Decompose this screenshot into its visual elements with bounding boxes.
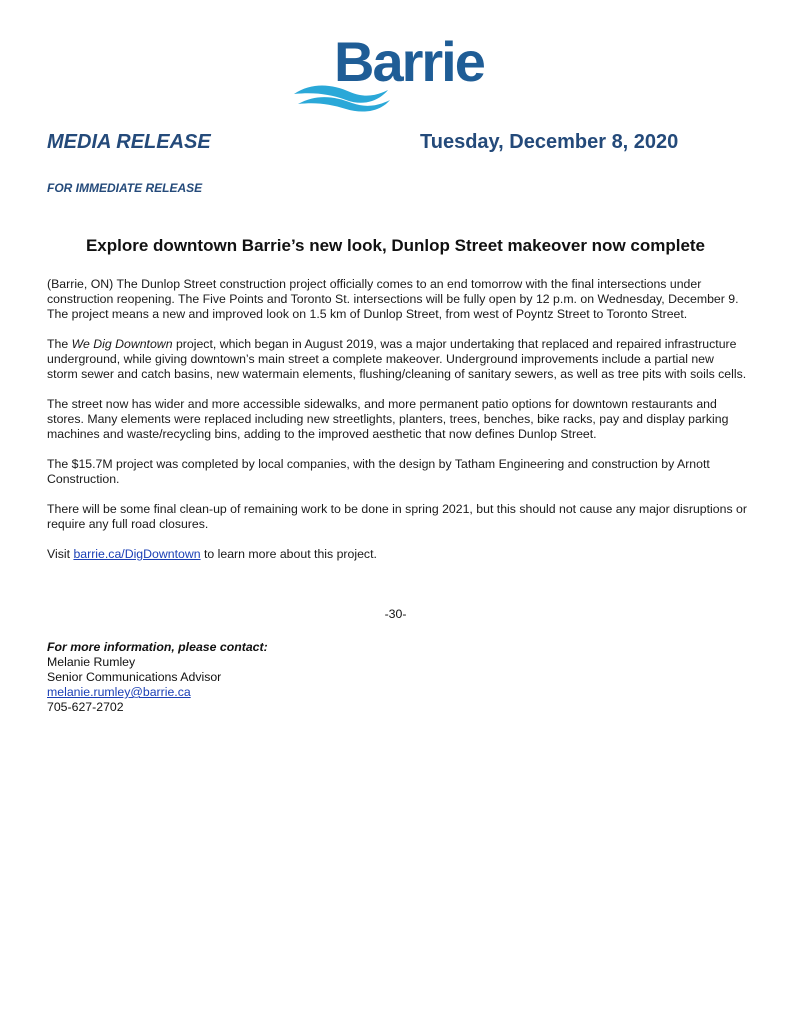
- end-mark: -30-: [384, 607, 407, 621]
- project-name: We Dig Downtown: [71, 337, 173, 351]
- contact-phone: 705-627-2702: [47, 700, 124, 714]
- paragraph-1: (Barrie, ON) The Dunlop Street construction project officially comes to an end tomorrow with the final intersections under construction reopening. The Five Points and Toronto St. intersections will be fully open by 12 p.m. on Wednesday, December 9. The project means a new and improved look on 1.5 km of Dunlop Street, from west of Poyntz Street to Toronto Street.: [47, 277, 739, 321]
- logo-wordmark: Barrie: [334, 30, 484, 93]
- paragraph-6-lead: Visit: [47, 547, 74, 561]
- contact-title: Senior Communications Advisor: [47, 670, 222, 684]
- paragraph-2-lead: The: [47, 337, 72, 351]
- contact-heading: For more information, please contact:: [47, 640, 268, 654]
- contact-name: Melanie Rumley: [47, 655, 136, 669]
- contact-block: [47, 640, 268, 715]
- release-date: Tuesday, December 8, 2020: [420, 131, 679, 153]
- media-release-label: MEDIA RELEASE: [47, 131, 211, 153]
- paragraph-5: There will be some final clean-up of remaining work to be done in spring 2021, but this should not cause any major disruptions or require any full road closures.: [47, 502, 747, 531]
- barrie-logo: [292, 30, 502, 112]
- headline: Explore downtown Barrie’s new look, Dunlop Street makeover now complete: [85, 236, 706, 255]
- dig-downtown-link[interactable]: barrie.ca/DigDowntown: [73, 547, 201, 561]
- paragraph-2: [47, 337, 747, 382]
- paragraph-3: The street now has wider and more accessible sidewalks, and more permanent patio options for downtown restaurants and stores. Many elements were replaced including new streetlights, planters, trees, benches, bike racks, pay and display parking machines and waste/recycling bins, adding to the improved aesthetic that now defines Dunlop Street.: [47, 397, 729, 441]
- immediate-release-label: FOR IMMEDIATE RELEASE: [47, 181, 203, 195]
- paragraph-6: [47, 547, 747, 562]
- contact-email-link[interactable]: melanie.rumley@barrie.ca: [47, 685, 191, 699]
- paragraph-6-rest: to learn more about this project.: [200, 547, 377, 561]
- paragraph-2-rest: project, which began in August 2019, was a major undertaking that replaced and repaired infrastructure underground, while giving downtown’s main street a complete makeover. Underground improvements include a partial new storm sewer and catch basins, new watermain elements, flushing/cleaning of sanitary sewers, as well as tree pits with soils cells.: [47, 337, 747, 381]
- article-body: [47, 277, 747, 577]
- paragraph-4: The $15.7M project was completed by local companies, with the design by Tatham Engineering and construction by Arnott Construction.: [47, 457, 710, 486]
